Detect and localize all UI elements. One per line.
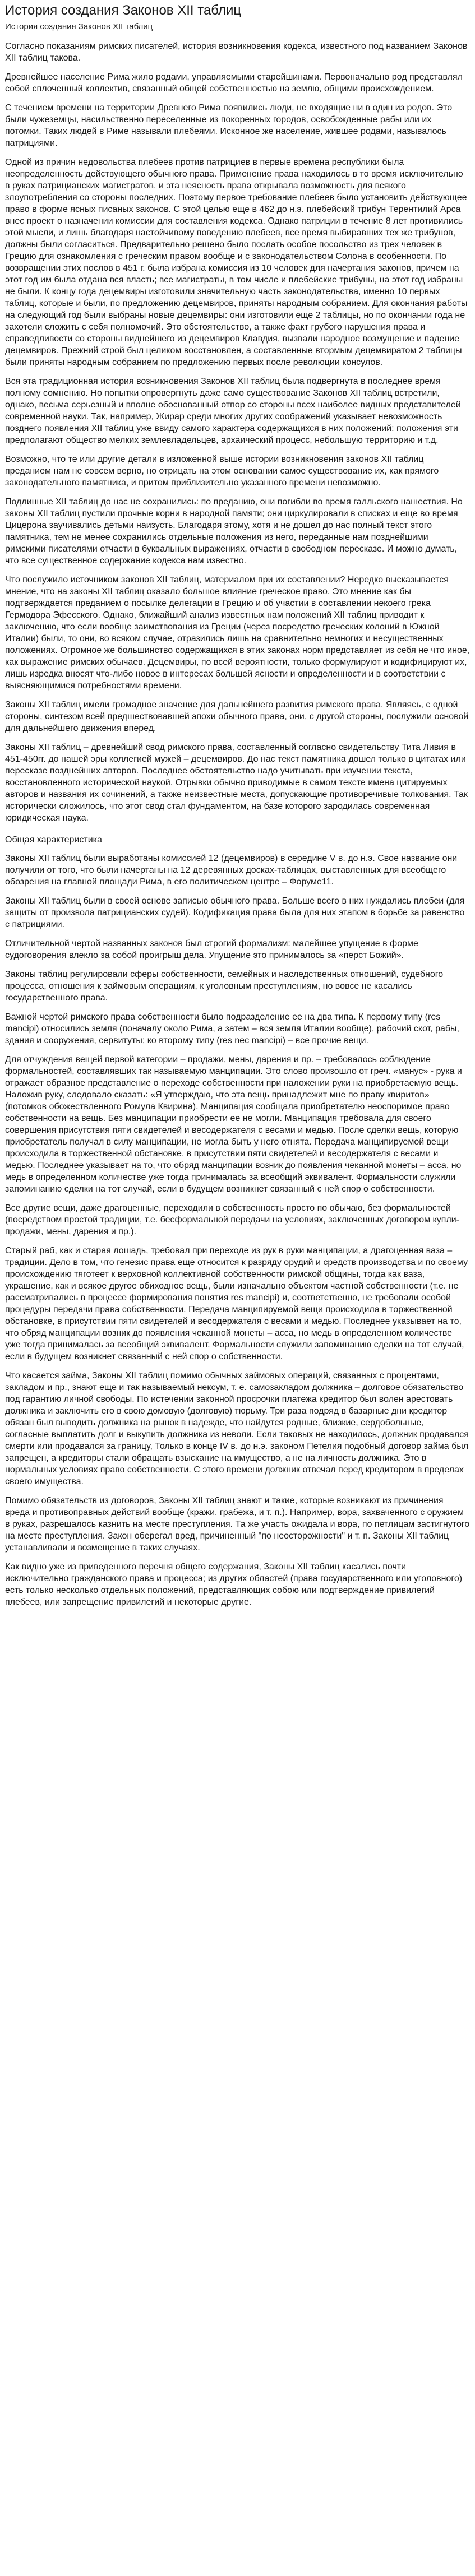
paragraph: Возможно, что те или другие детали в изложенной выше истории возникновения законов XII таблиц преданием нам не совсем верно, но отрицать на этом основании самое существование их, как прямого законодательного памятника, и притом приблизительно указанного времени невозможно. <box>5 455 439 488</box>
paragraph: Согласно показаниям римских писателей, история возникновения кодекса, известного под названием Законов XII таблиц такова. <box>5 41 468 63</box>
page-subtitle: История создания Законов XII таблиц <box>5 22 153 31</box>
paragraph: Отличительной чертой названных законов был строгий формализм: малейшее упущение в форме судоговорения влекло за собой проигрыш дела. Упущение это принималось за «перст Божий». <box>5 939 418 960</box>
paragraph: С течением времени на территории Древнего Рима появились люди, не входящие ни в один из родов. Это были чужеземцы, насильственно переселенные из покоренных городов, освобожденные рабы или их потомки. Таких людей в Риме называли плебеями. Исконное же население, жившее родами, называлось патрициями. <box>5 103 453 148</box>
paragraph: Законы XII таблиц были в своей основе записью обычного права. Больше всего в них нуждались плебеи (для защиты от произвола патрицианских судей). Кодификация права была для них этапом в борьбе за равенство с патрициями. <box>5 896 465 929</box>
paragraph: Вся эта традиционная история возникновения Законов XII таблиц была подвергнута в последнее время полному сомнению. Но попытки опровергнуть даже само существование Законов XII таблиц встретили, однако, весьма серьезный и вполне обоснованный отпор со стороны всех наиболее видных представителей современной науки. Так, например, Жирар среди многих других соображений указывает невозможность позднего появления XII таблиц уже ввиду самого характера содержащихся в них положений: положения эти предполагают общество мелких землевладельцев, архаический процесс, небольшую территорию и т.д. <box>5 377 461 445</box>
paragraph: Помимо обязательств из договоров, Законы XII таблиц знают и такие, которые возникают из причинения вреда и противоправных действий вообще (кражи, грабежа, и т. п.). Например, вора, захваченного с оружием в руках, разрешалось казнить на месте преступления. Та же участь ожидала и вора, по петлицам застигнутого на месте преступления. Закон оберегал вред, причиненный "по неосторожности" и т. п. Законы XII таблиц устанавливали и возмещение в таких случаях. <box>5 1496 470 1553</box>
section-heading: Общая характеристика <box>5 835 102 845</box>
paragraph: Все другие вещи, даже драгоценные, переходили в собственность просто по обычаю, без формальностей (посредством простой традиции, т.е. бесформальной передачи на условиях, заключенных договором купли-продажи, мены, дарения и пр.). <box>5 1203 459 1236</box>
paragraph: Для отчуждения вещей первой категории – продажи, мены, дарения и пр. – требовалось соблюдение формальностей, составлявших так называемую манципации. Это слово произошло от греч. «манус» - рука и отражает образное представление о переходе собственности при наложении руки на приобретаемую вещь. Наложив руку, следовало сказать: «Я утверждаю, что эта вещь принадлежит мне по праву квиритов» (потомков обожествленного Ромула Квирина). Манципация сообщала приобретателю неоспоримое право собственности на вещь. Без манципации приобрести ее не могли. Манципация требовала для своего совершения присутствия пяти свидетелей и весодержателя с весами и медью. После сделки вещь, которую приобретатель получал в силу манципации, не могла быть у него отнята. Передача манципируемой вещи происходила в торжественной обстановке, в присутствии пяти свидетелей и весодержателя с весами и медью. Последнее указывает на то, что обряд манципации возник до появления чеканной монеты – асса, но медь в определенном количестве уже тогда принималась за всеобщий эквивалент. Формальности служили запоминанию сделки на тот случай, если в будущем возникнет связанный с ней спор о собственности. <box>5 1055 462 1194</box>
paragraph: Подлинные XII таблиц до нас не сохранились: по преданию, они погибли во время галльского нашествия. Но законы XII таблиц пустили прочные корни в народной памяти; они циркулировали в списках и еще во время Цицерона заучивались детьми наизусть. Благодаря этому, хотя и не дошел до нас полный текст этого памятника, тем не менее сохранились отдельные положения из него, переданные нам позднейшими римскими писателями отчасти в буквальных выражениях, отчасти в свободном пересказе. И можно думать, что все существенное содержание кодекса нам известно. <box>5 497 463 566</box>
paragraph: Старый раб, как и старая лошадь, требовал при переходе из рук в руки манципации, а драгоценная ваза – традиции. Дело в том, что генезис права еще относится к разряду орудий и средств производства и по своему происхождению тяготеет к верховной коллективной собственности римской общины, тогда как ваза, украшение, как и всякое другое обиходное вещь, были изначально объектом частной собственности (т.е. не рассматривались в процессе формирования понятия res mancipi) и, соответственно, не требовали особой процедуры передачи права собственности. Передача манципируемой вещи происходила в торжественной обстановке, в присутствии пяти свидетелей и весодержателя с весами и медью. Последнее указывает на то, что обряд манципации возник до появления чеканной монеты – асса, но медь в определенном количестве уже тогда принималась за всеобщий эквивалент. Формальности служили запоминанию сделки на тот случай, если в будущем возникнет связанный с ней спор о собственности. <box>5 1246 468 1361</box>
paragraph: Что касается займа, Законы XII таблиц помимо обычных займовых операций, связанных с процентами, закладом и пр., знают еще и так называемый нексум, т. е. самозакладом должника – долговое обязательство под гарантию личной свободы. По истечении законной просрочки платежа кредитор был волен арестовать должника и заключить его в свою домовую (долговую) тюрьму. Три раза подряд в базарные дни кредитор обязан был выводить должника на рынок в надежде, что найдутся родные, близкие, сердобольные, согласные выплатить долг и выкупить должника из неволи. Если таковых не находилось, должник продавался смерти или продавался за границу, Только в конце IV в. до н.э. законом Петелия подобный договор займа был запрещен, а кредиторы стали обращать взыскание на имущество, а не на личность должника. Это в нормальных условиях право собственности. С этого времени должник отвечал перед кредитором в пределах своего имущества. <box>5 1371 469 1486</box>
paragraph: Законы XII таблиц были выработаны комиссией 12 (децемвиров) в середине V в. до н.э. Свое название они получили от того, что были начертаны на 12 деревянных досках-таблицах, выставленных для всеобщего обозрения на главной площади Рима, в его политическом центре – Форуме11. <box>5 854 458 887</box>
page-title: История создания Законов XII таблиц <box>5 3 242 18</box>
intro-section <box>5 40 470 824</box>
paragraph: Что послужило источником законов XII таблиц, материалом при их составлении? Нередко высказывается мнение, что на законы XII таблиц оказало большое влияние греческое право. Это мнение как бы подтверждается преданием о посылке делегации в Грецию и об участии в составлении некоего грека Гермодора Эфесского. Однако, ближайший анализ известных нам положений XII таблиц приводит к заключению, что если вообще заимствования из Греции (через посредство греческих колоний в Южной Италии) были, то они, во всяком случае, отразились лишь на сравнительно немногих и несущественных положениях. Огромное же большинство содержащихся в этих законах норм представляет из себя не что иное, как выражение римских обычаев. Децемвиры, по всей вероятности, только формулируют и кодифицируют их, лишь изредка вносят что-либо новое в интересах большей ясности и определенности и в соответствии с выясняющимися потребностями времени. <box>5 575 470 691</box>
paragraph: Одной из причин недовольства плебеев против патрициев в первые времена республики была неопределенность действующего обычного права. Применение права находилось в то время исключительно в руках патрицианских магистратов, и эта неясность права открывала возможность для всякого злоупотребления со стороны последних. Поэтому первое требование плебеев было установить действующее право в форме ясных писаных законов. С этой целью еще в 462 до н.э. плебейский трибун Терентилий Арса внес проект о назначении комиссии для составления кодекса. Однако патриции в течение 8 лет противились этой мысли, и лишь благодаря настойчивому поведению плебеев, все время выбиравших тех же трибунов, должны были согласиться. Предварительно решено было послать особое посольство из трех человек в Грецию для ознакомления с греческим правом вообще и с законодательством Солона в особенности. По возвращении этих послов в 451 г. была избрана комиссия из 10 человек для начертания законов, причем на этот год им была отдана вся власть; все магистраты, в том числе и плебейские трибуны, на этот год избраны не были. К концу года децемвиры изготовили значительную часть законодательства, именно 10 первых таблиц, которые и были, по предложению децемвиров, приняты народным собранием. Для окончания работы на следующий год были выбраны новые децемвиры: они изготовили еще 2 таблицы, но по окончании года не захотели сложить с себя полномочий. Это обстоятельство, а также факт грубого нарушения права и справедливости со стороны виднейшего из децемвиров Клавдия, вызвали народное возмущение и падение децемвиров. Прежний строй был целиком восстановлен, а составленные втормым децемвиратом 2 таблицы были приняты народным собранием по предложению первых после революции консулов. <box>5 157 468 367</box>
paragraph: Как видно уже из приведенного перечня общего содержания, Законы XII таблиц касались почти исключительно гражданского права и процесса; из других областей (права государственного или уголовного) есть только несколько отдельных положений, представляющих собою или подтверждение привилегий плебеев, или запрещение привилегий и некоторые другие. <box>5 1562 463 1607</box>
paragraph: Древнейшее население Рима жило родами, управляемыми старейшинами. Первоначально род представлял собой сплоченный коллектив, связанный общей собственностью на землю, общими происхождением. <box>5 72 463 94</box>
paragraph: Законы XII таблиц – древнейший свод римского права, составленный согласно свидетельству Тита Ливия в 451-450гг. до нашей эры коллегией мужей – децемвиров. До нас текст памятника дошел только в цитатах или пересказе позднейших авторов. Последнее обстоятельство надо учитывать при изучении текста, восстановленного исторической наукой. Отрывки обычно приводимые в самом тексте имена цитируемых авторов и названия их сочинений, а также неизвестные места, допускающие противоречивые толкования. Так исторически сложилось, что этот свод стал фундаментом, на базе которого зародилась современная юридическая наука. <box>5 743 468 823</box>
paragraph: Законы таблиц регулировали сферы собственности, семейных и наследственных отношений, судебного процесса, отношения к займовым операциям, к уголовным преступлениям, но вовсе не касались государственного права. <box>5 970 444 1003</box>
paragraph: Законы XII таблиц имели громадное значение для дальнейшего развития римского права. Являясь, с одной стороны, синтезом всей предшествовавшей эпохи обычного права, они, с другой стороны, послужили основой для дальнейшего движения вперед. <box>5 700 469 733</box>
paragraph: Важной чертой римского права собственности было подразделение ее на два типа. К первому типу (res mancipi) относились земля (поначалу около Рима, а затем – вся земля Италии вообще), рабочий скот, рабы, здания и сооружения, сервитуты; ко второму типу (res nec mancipi) – все прочие вещи. <box>5 1012 459 1045</box>
main-section <box>5 853 470 1608</box>
